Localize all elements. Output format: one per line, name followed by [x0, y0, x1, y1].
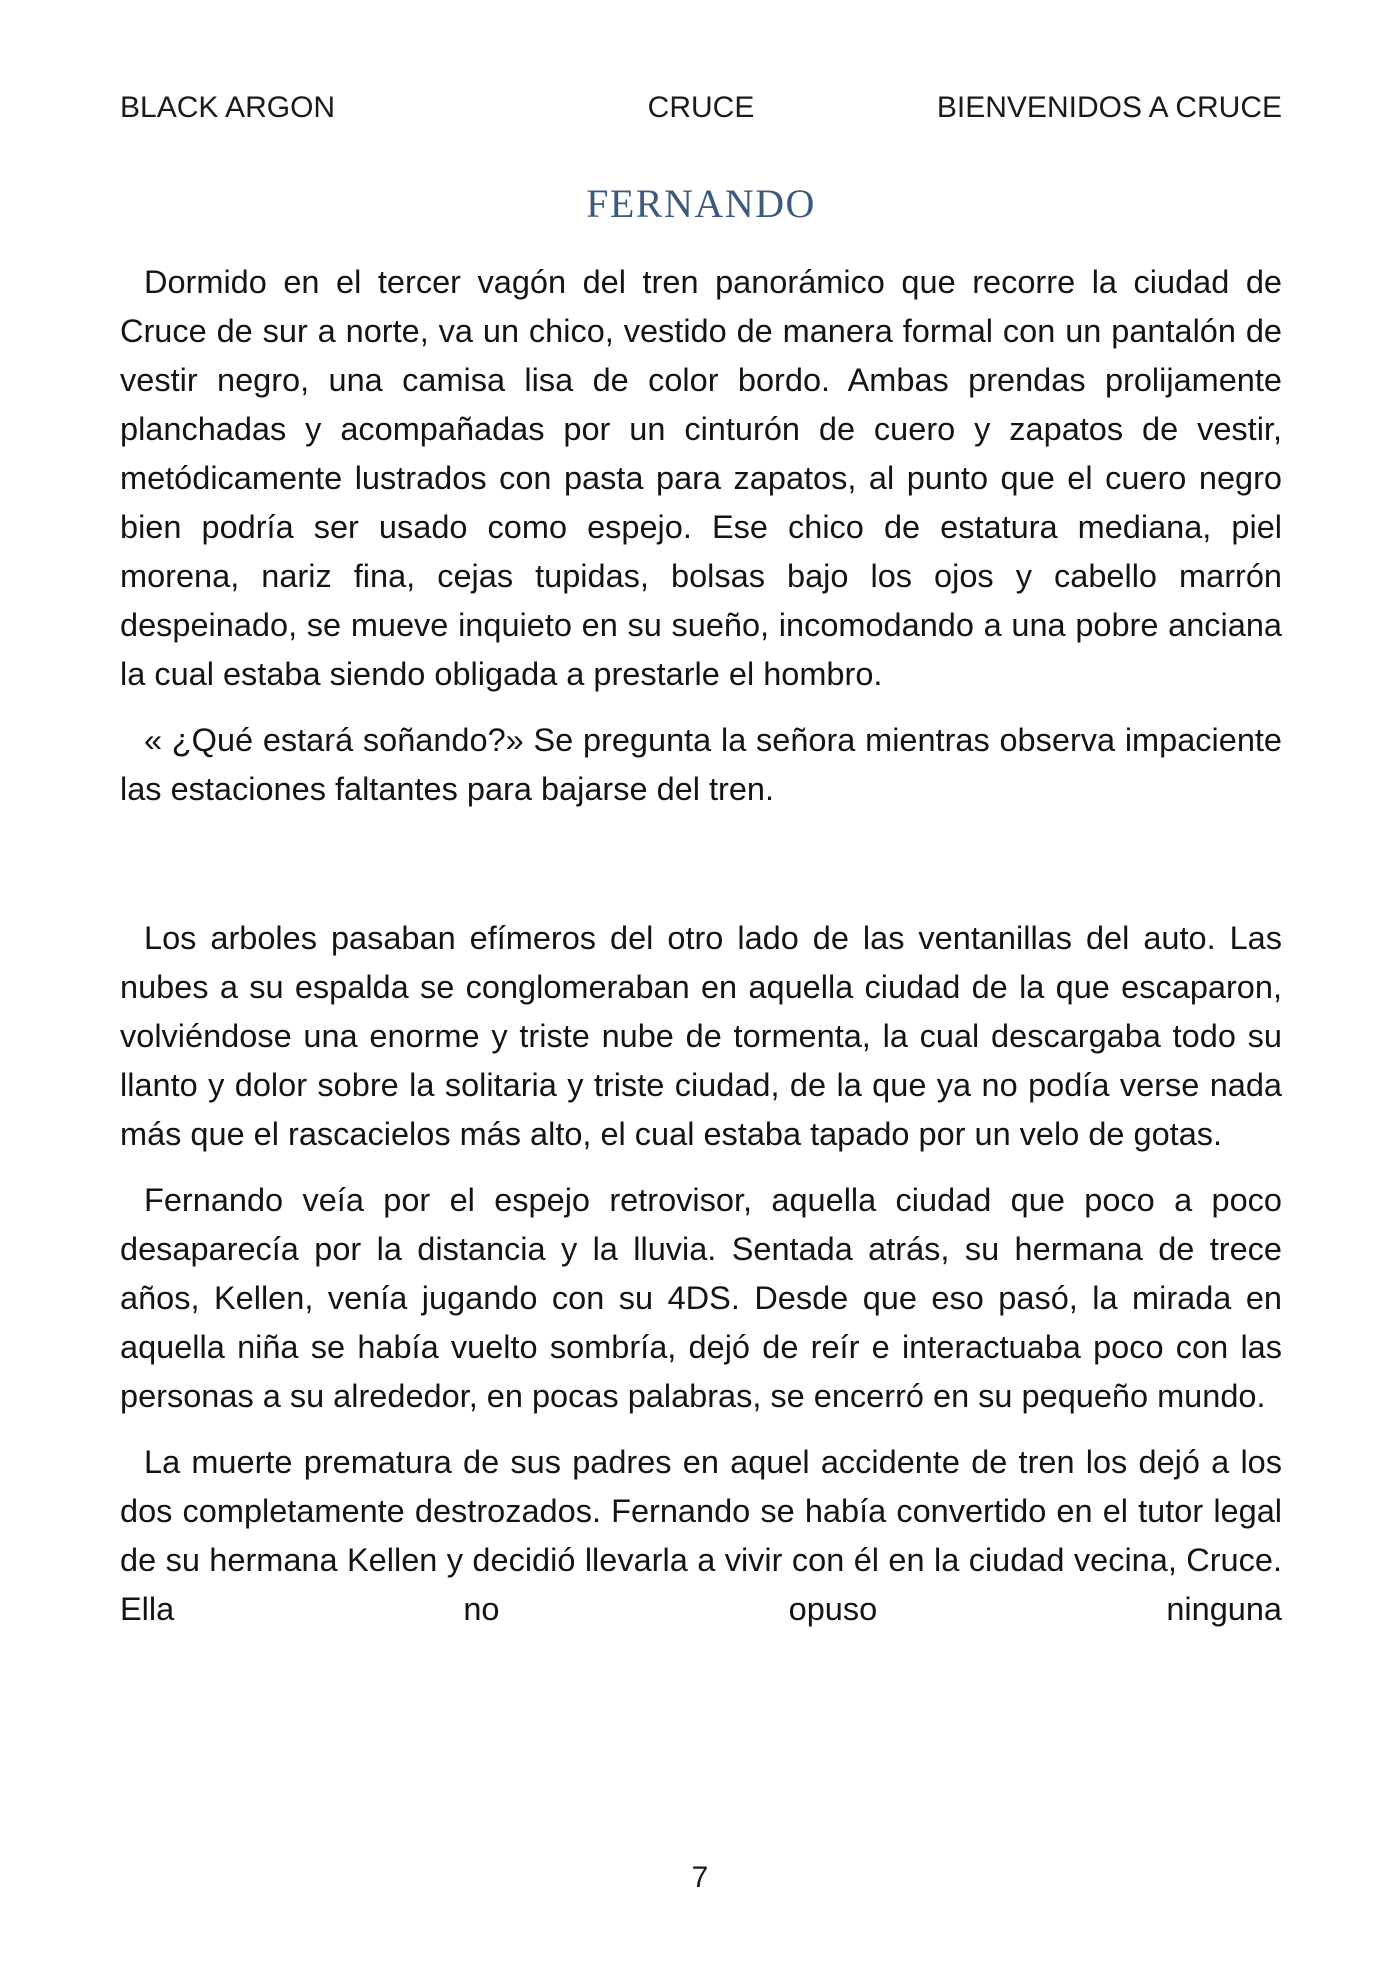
header-book-title: CRUCE — [647, 91, 755, 124]
chapter-heading: FERNANDO — [586, 181, 816, 226]
header-chapter-title: BIENVENIDOS A CRUCE — [936, 91, 1282, 124]
paragraph-3: Los arboles pasaban efímeros del otro lado de las ventanillas del auto. Las nubes a su espalda se conglomeraban en aquella ciudad de la que escaparon, volviéndose una enorme y triste nube de tormenta, la cual descargaba todo su llanto y dolor sobre la solitaria y triste ciudad, de la que ya no podía verse nada más que el rascacielos más alto, el cual estaba tapado por un velo de gotas. — [120, 920, 1282, 1152]
page-number: 7 — [691, 1861, 709, 1894]
header-author: BLACK ARGON — [120, 91, 336, 124]
body-text — [120, 258, 1282, 1651]
paragraph-1: Dormido en el tercer vagón del tren panorámico que recorre la ciudad de Cruce de sur a norte, va un chico, vestido de manera formal con un pantalón de vestir negro, una camisa lisa de color bordo. Ambas prendas prolijamente planchadas y acompañadas por un cinturón de cuero y zapatos de vestir, metódicamente lustrados con pasta para zapatos, al punto que el cuero negro bien podría ser usado como espejo. Ese chico de estatura mediana, piel morena, nariz fina, cejas tupidas, bolsas bajo los ojos y cabello marrón despeinado, se mueve inquieto en su sueño, incomodando a una pobre anciana la cual estaba siendo obligada a prestarle el hombro. — [120, 264, 1282, 692]
running-header — [120, 88, 1282, 128]
paragraph-4: Fernando veía por el espejo retrovisor, aquella ciudad que poco a poco desaparecía por la distancia y la lluvia. Sentada atrás, su hermana de trece años, Kellen, venía jugando con su 4DS. Desde que eso pasó, la mirada en aquella niña se había vuelto sombría, dejó de reír e interactuaba poco con las personas a su alrededor, en pocas palabras, se encerró en su pequeño mundo. — [120, 1182, 1282, 1414]
paragraph-5: La muerte prematura de sus padres en aquel accidente de tren los dejó a los dos completamente destrozados. Fernando se había convertido en el tutor legal de su hermana Kellen y decidió llevarla a vivir con él en la ciudad vecina, Cruce. Ella no opuso ninguna — [120, 1444, 1282, 1627]
paragraph-2: « ¿Qué estará soñando?» Se pregunta la señora mientras observa impaciente las estaciones faltantes para bajarse del tren. — [120, 722, 1282, 807]
